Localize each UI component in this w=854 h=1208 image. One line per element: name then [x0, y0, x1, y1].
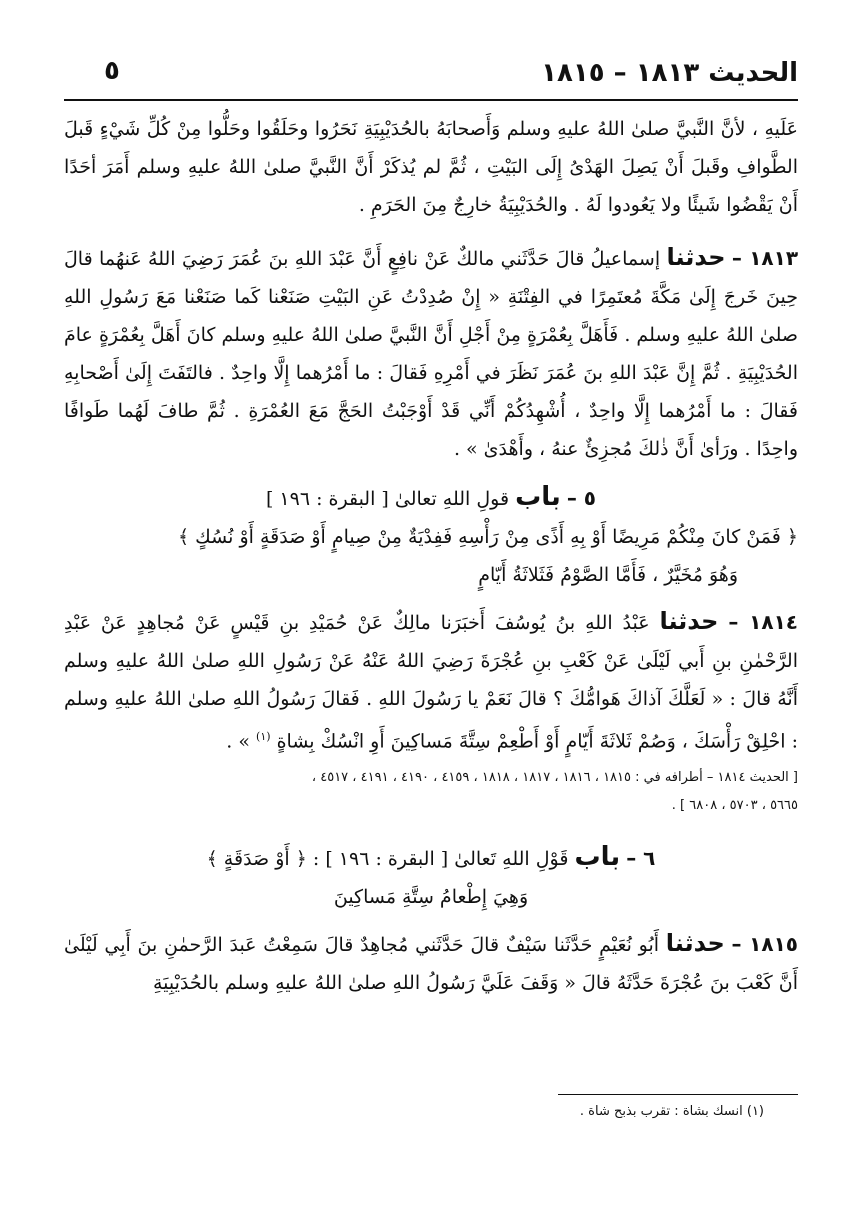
hadith-text: أَبُو نُعَيْمٍ حَدَّثَنا سَيْفٌ قالَ حَدَّثَني مُجاهِدٌ قالَ سَمِعْتُ عَبدَ الرَّحمٰنِ بنَ أَبِي لَيْلَىٰ أَنَّ كَعْبَ بنَ عُجْرَةَ حَدَّثَهُ قالَ « وَقَفَ عَلَيَّ رَسُولُ اللهِ صلىٰ اللهُ عليهِ وسلم بالحُدَيْبِيَةِ [64, 934, 798, 995]
hadith-text: إسماعيلُ قالَ حَدَّثَني مالكٌ عَنْ نافِعٍ أَنَّ عَبْدَ اللهِ بنَ عُمَرَ رَضِيَ اللهُ عَنهُما قالَ حِينَ خَرجَ إِلَىٰ مَكَّةَ مُعتَمِرًا في الفِتْنَةِ « إِنْ صُدِدْتُ عَنِ البَيْتِ صَنَعْنا كَما صَنَعْنا مَعَ رَسُولِ اللهِ صلىٰ اللهُ عليهِ وسلم . فَأَهَلَّ بِعُمْرَةٍ مِنْ أَجْلِ أَنَّ النَّبيَّ صلىٰ اللهُ عليهِ وسلم كانَ أَهَلَّ بِعُمْرَةٍ عامَ الحُدَيْبِيَةِ . ثُمَّ إِنَّ عَبْدَ اللهِ بنَ عُمَرَ نَظَرَ في أَمْرِهِ فَقالَ : ما أَمْرُهما إِلَّا واحِدٌ . فالتَفَتَ إِلَىٰ أَصْحابِهِ فَقالَ : ما أَمْرُهما إِلَّا واحِدٌ ، أُشْهِدُكُمْ أَنِّي قَدْ أَوْجَبْتُ الحَجَّ مَعَ العُمْرَةِ . ثُمَّ طافَ لَهُما طَوافًا واحِدًا . ورَأىٰ أَنَّ ذٰلكَ مُجزِئٌ عنهُ ، وأَهْدَىٰ » . [64, 248, 798, 460]
hadith-text-end: » . [226, 730, 250, 753]
hadith-1814 [64, 602, 798, 760]
hadith-1815 [64, 924, 798, 1002]
refs-line-2: ٥٦٦٥ ، ٥٧٠٣ ، ٦٨٠٨ ] . [671, 798, 798, 814]
footnote-rule [558, 1094, 798, 1095]
intro-paragraph: عَلَيهِ ، لأنَّ النَّبيَّ صلىٰ اللهُ عليهِ وسلم وَأَصحابَهُ بالحُدَيْبِيَةِ نَحَرُوا وحَلَقُوا وحَلُّوا مِنْ كُلِّ شَيْءٍ قَبلَ الطَّوافِ وقَبلَ أَنْ يَصِلَ الهَدْىُ إِلَى البَيْتِ ، ثُمَّ لم يُذكَرْ أَنَّ النَّبيَّ صلىٰ اللهُ عليهِ وسلم أَمَرَ أحَدًا أَنْ يَقْضُوا شَيئًا ولا يَعُودوا لَهُ . والحُدَيْبِيَةُ خارِجٌ مِنَ الحَرَمِ . [64, 118, 798, 216]
footnote: (١) انسك بشاة : تقرب بذبح شاة . [579, 1104, 764, 1119]
running-title: الحديث ١٨١٣ – ١٨١٥ [541, 58, 798, 88]
chapter-word: باب [515, 482, 561, 512]
main-text [64, 110, 798, 1002]
header-rule [64, 99, 798, 101]
chapter-number: ٥ – [566, 486, 597, 510]
chapter-heading-6 [64, 838, 798, 878]
haddathana-word: حدثنا [659, 607, 719, 635]
haddathana-word: حدثنا [665, 929, 725, 958]
refs-line-1: [ الحديث ١٨١٤ – أطرافه في : ١٨١٥ ، ١٨١٦ ، ١٨١٧ ، ١٨١٨ ، ٤١٥٩ ، ٤١٩٠ ، ٤١٩١ ، ٤٥١٧ ، [311, 770, 798, 786]
chapter-title: قَوْلِ اللهِ تَعالىٰ [ البقرة : ١٩٦ ] : ﴿ أَوْ صَدَقَةٍ ﴾ [206, 848, 569, 871]
chapter-subtitle: وَهِيَ إِطْعامُ سِتَّةِ مَساكِينَ [333, 886, 529, 909]
chapter-heading-5 [64, 478, 798, 518]
page-header [64, 56, 798, 96]
hadith-text: عَبْدُ اللهِ بنُ يُوسُفَ أَخبَرَنا مالِكٌ عَنْ حُمَيْدِ بنِ قَيْسٍ عَنْ مُجاهِدٍ عَنْ عَبْدِ الرَّحْمٰنِ بنِ أَبي لَيْلَىٰ عَنْ كَعْبِ بنِ عُجْرَةَ رَضِيَ اللهُ عَنْهُ عَنْ رَسُولِ اللهِ صلىٰ اللهُ عليهِ وسلم أَنَّهُ قالَ : « لَعَلَّكَ آذاكَ هَوامُّكَ ؟ قالَ نَعَمْ يا رَسُولَ اللهِ . فَقالَ رَسُولُ اللهِ صلىٰ اللهُ عليهِ وسلم : احْلِقْ رَأْسَكَ ، وَصُمْ ثَلاثَةَ أَيّامٍ أَوْ أَطْعِمْ سِتَّةَ مَساكِينَ أَوِ انْسُكْ بِشاةٍ [64, 612, 798, 753]
quran-verse-line-2: وَهُوَ مُخَيَّرٌ ، فَأَمَّا الصَّوْمُ فَثَلاثَةُ أَيّامٍ [478, 564, 738, 586]
hadith-1813 [64, 238, 798, 468]
cross-references [64, 764, 798, 820]
hadith-number: ١٨١٣ – [731, 246, 799, 270]
quran-verse-line-1: ﴿ فَمَنْ كانَ مِنْكُمْ مَرِيضًا أَوْ بِهِ أَذًى مِنْ رَأْسِهِ فَفِدْيَةٌ مِنْ صِيامٍ أَوْ صَدَقَةٍ أَوْ نُسُكٍ ﴾ [178, 526, 798, 548]
haddathana-word: حدثنا [666, 243, 726, 271]
hadith-number: ١٨١٤ – [728, 610, 798, 634]
footnote-marker: (١) [256, 730, 271, 743]
page-number: ٥ [104, 56, 120, 86]
chapter-word: باب [574, 842, 621, 873]
chapter-title: قولِ اللهِ تعالىٰ [ البقرة : ١٩٦ ] [265, 488, 510, 510]
hadith-number: ١٨١٥ – [731, 932, 798, 957]
chapter-number: ٦ – [626, 846, 656, 871]
